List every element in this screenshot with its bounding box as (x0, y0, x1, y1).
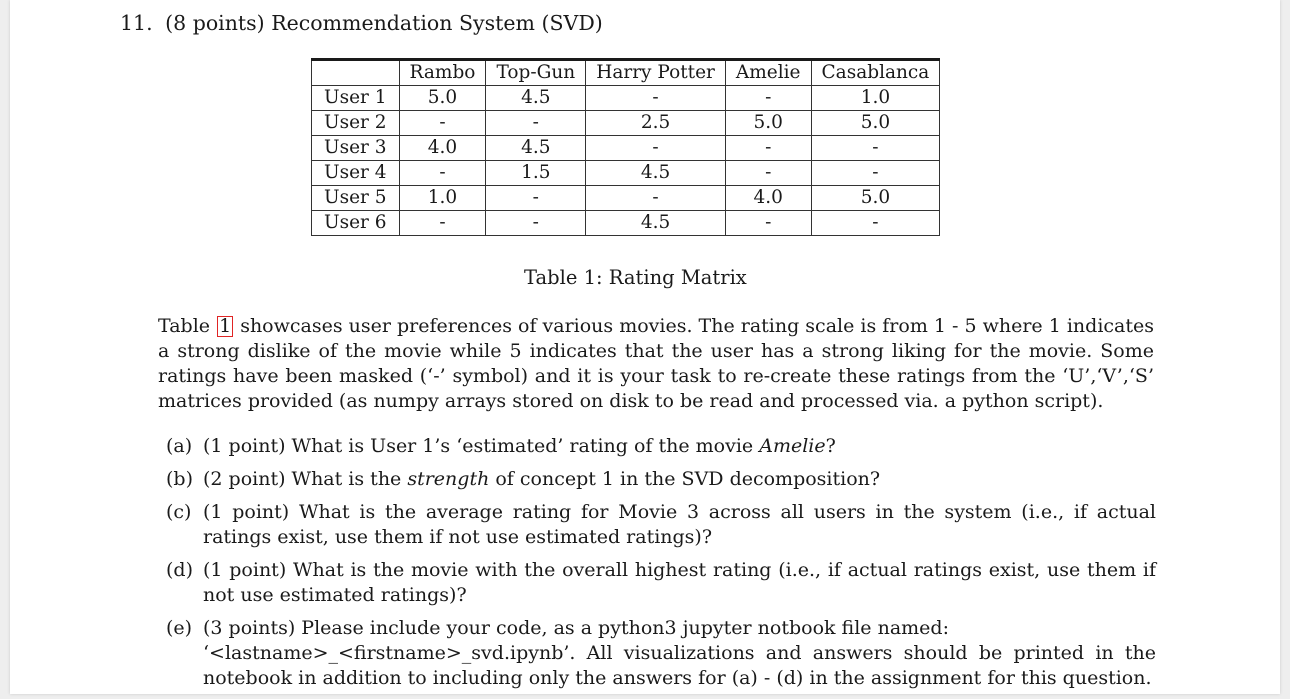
rating-matrix-table (311, 58, 940, 236)
table-cell: 4.5 (586, 161, 726, 186)
table-cell: 5.0 (399, 86, 486, 111)
table-cell: - (811, 211, 940, 236)
column-header: Harry Potter (586, 60, 726, 86)
question-label: (a) (166, 435, 193, 457)
question-d (166, 558, 1156, 608)
question-text: (1 point) What is the average rating for Movie 3 across all users in the system (i.e., if actual ratings exist, use them if not use estimated ratings)? (203, 501, 1156, 548)
table-row (312, 111, 940, 136)
table-reference-link[interactable]: 1 (219, 315, 232, 337)
question-text: (2 point) What is the strength of concept 1 in the SVD decomposition? (203, 468, 881, 490)
table-cell: - (586, 86, 726, 111)
table-caption: Table 1: Rating Matrix (524, 266, 747, 289)
question-e-line2: ‘<lastname>_<firstname>_svd.ipynb’. All visualizations and answers should be printed in the notebook in addition to including only the answers for (a) - (d) in the assignment for this question. (203, 642, 1156, 689)
table-cell: - (399, 111, 486, 136)
emphasis-text: Amelie (759, 435, 826, 457)
question-text (203, 616, 1156, 691)
column-header: Casablanca (811, 60, 940, 86)
question-list (166, 434, 1156, 699)
column-header: Top-Gun (486, 60, 586, 86)
row-header: User 1 (312, 86, 400, 111)
table-cell: 4.0 (399, 136, 486, 161)
question-c (166, 500, 1156, 550)
table-cell: 2.5 (586, 111, 726, 136)
table-row (312, 136, 940, 161)
emphasis-text: strength (407, 468, 490, 490)
table-cell: - (486, 111, 586, 136)
table-cell: - (811, 161, 940, 186)
table-cell: 5.0 (725, 111, 811, 136)
table-cell: - (586, 186, 726, 211)
table-row (312, 211, 940, 236)
table-row (312, 86, 940, 111)
question-b (166, 467, 1156, 492)
table-cell: 4.5 (486, 136, 586, 161)
table-cell: - (399, 211, 486, 236)
question-e (166, 616, 1156, 691)
question-label: (d) (166, 559, 193, 581)
document-page (10, 0, 1280, 694)
paragraph-body: showcases user preferences of various movies. The rating scale is from 1 - 5 where 1 indicates a strong dislike of the movie while 5 indicates that the user has a strong liking for the movie. Some ratings have been masked (‘-’ symbol) and it is your task to re-create these ratings from the ‘U’,‘V’,‘S’ matrices provided (as numpy arrays stored on disk to be read and processed via. a python script). (158, 315, 1154, 412)
row-header: User 5 (312, 186, 400, 211)
table-cell: 5.0 (811, 186, 940, 211)
table-cell: - (586, 136, 726, 161)
paragraph-lead: Table (158, 315, 217, 337)
table-cell: - (725, 161, 811, 186)
table-header-row (312, 60, 940, 86)
table-cell: - (399, 161, 486, 186)
table-cell: 1.5 (486, 161, 586, 186)
row-header: User 2 (312, 111, 400, 136)
table-cell: - (486, 186, 586, 211)
question-e-line1: (3 points) Please include your code, as a python3 jupyter notbook file named: (203, 617, 949, 639)
table-corner-cell (312, 60, 400, 86)
table-row (312, 186, 940, 211)
table-cell: - (725, 136, 811, 161)
problem-number: 11. (120, 11, 153, 35)
table-cell: 4.5 (486, 86, 586, 111)
column-header: Amelie (725, 60, 811, 86)
table-cell: - (486, 211, 586, 236)
table-cell: 4.5 (586, 211, 726, 236)
row-header: User 3 (312, 136, 400, 161)
question-text: (1 point) What is User 1’s ‘estimated’ rating of the movie Amelie? (203, 435, 836, 457)
row-header: User 6 (312, 211, 400, 236)
table-row (312, 161, 940, 186)
table-cell: - (811, 136, 940, 161)
question-a (166, 434, 1156, 459)
column-header: Rambo (399, 60, 486, 86)
problem-heading (120, 10, 603, 36)
table-cell: 5.0 (811, 111, 940, 136)
question-label: (c) (166, 501, 192, 523)
table-cell: - (725, 86, 811, 111)
row-header: User 4 (312, 161, 400, 186)
question-label: (e) (166, 617, 193, 639)
question-label: (b) (166, 468, 193, 490)
table-cell: 1.0 (811, 86, 940, 111)
problem-title: (8 points) Recommendation System (SVD) (165, 11, 603, 35)
table-cell: 4.0 (725, 186, 811, 211)
description-paragraph (158, 314, 1154, 414)
table-cell: 1.0 (399, 186, 486, 211)
question-text: (1 point) What is the movie with the overall highest rating (i.e., if actual ratings exist, use them if not use estimated ratings)? (203, 559, 1156, 606)
table-cell: - (725, 211, 811, 236)
